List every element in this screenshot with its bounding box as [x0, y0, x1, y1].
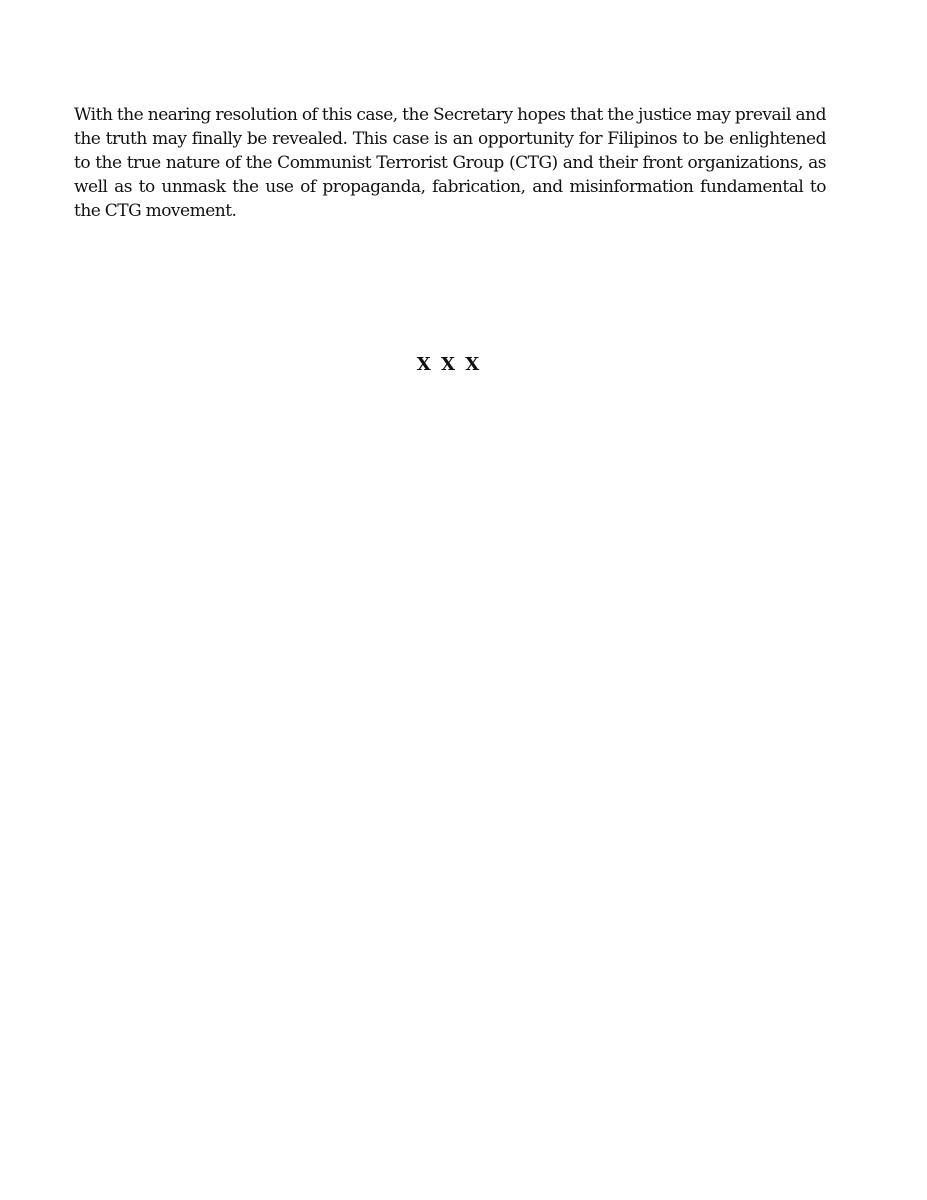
- body-paragraph: With the nearing resolution of this case, the Secretary hopes that the justice may prevail and the truth may finally be revealed. This case is an opportunity for Filipinos to be enlightened to the true nature of the Communist Terrorist Group (CTG) and their front organizations, as well as to unmask the use of propaganda, fabrication, and misinformation fundamental to the CTG movement.: [74, 105, 826, 221]
- end-mark: X X X: [416, 354, 482, 375]
